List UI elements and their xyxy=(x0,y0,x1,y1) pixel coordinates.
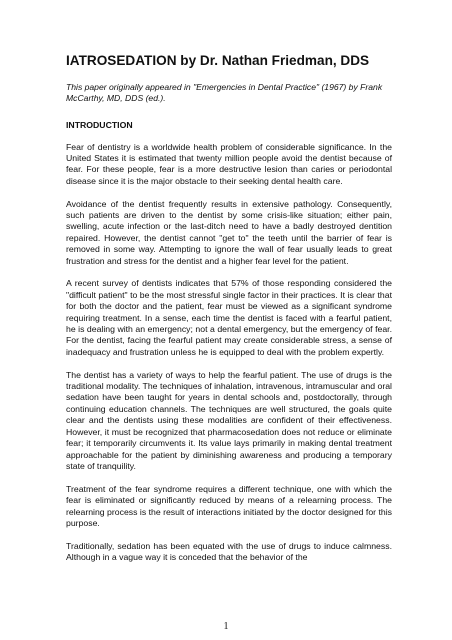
paragraph: Treatment of the fear syndrome requires a different technique, one with which the fear is eliminated or significantly reduced by means of a relearning process. The relearning process is the result of interactions initiated by the doctor designed for this purpose. xyxy=(66,483,392,528)
paragraph: Traditionally, sedation has been equated with the use of drugs to induce calmness. Although in a vague way it is conceded that the behavior of the xyxy=(66,540,392,563)
paragraph: Fear of dentistry is a worldwide health problem of considerable significance. In the United States it is estimated that twenty million people avoid the dentist because of fear. For these people, fear is a more destructive lesion than caries or periodontal disease since it is the major obstacle to their seeking dental health care. xyxy=(66,141,392,186)
paragraph: The dentist has a variety of ways to help the fearful patient. The use of drugs is the traditional modality. The techniques of inhalation, intravenous, intramuscular and oral sedation have been taught for years in dental schools and, postdoctorally, through continuing education channels. The techniques are well structured, the goals quite clear and the dentists using these modalities are confident of their effectiveness. However, it must be recognized that pharmacosedation does not reduce or eliminate fear; it temporarily circumvents it. Its value lays primarily in making dental treatment approachable for the patient by diminishing awareness and producing a temporary state of tranquility. xyxy=(66,369,392,471)
page-number: 1 xyxy=(223,621,229,632)
section-heading: INTRODUCTION xyxy=(66,119,133,130)
source-note: This paper originally appeared in "Emergencies in Dental Practice" (1967) by Frank McCarthy, MD, DDS (ed.). xyxy=(66,82,383,104)
document-title: IATROSEDATION by Dr. Nathan Friedman, DDS xyxy=(66,53,370,68)
paragraph: A recent survey of dentists indicates that 57% of those responding considered the "difficult patient" to be the most stressful single factor in their practices. It is clear that for both the doctor and the patient, fear must be viewed as a significant syndrome requiring treatment. In a sense, each time the dentist is faced with a fearful patient, he is dealing with an emergency; not a dental emergency, but the emergency of fear. For the dentist, facing the fearful patient may create considerable stress, a sense of inadequacy and frustration unless he is equipped to deal with the problem expertly. xyxy=(66,278,392,357)
paragraph: Avoidance of the dentist frequently results in extensive pathology. Consequently, such patients are driven to the dentist by some crisis-like situation; either pain, swelling, acute infection or the last-ditch need to have a badly destroyed dentition repaired. However, the dentist cannot "get to" the teeth until the barrier of fear is removed in some way. Attempting to ignore the wall of fear usually leads to great frustration and stress for the dentist and a higher fear level for the patient. xyxy=(66,198,392,266)
